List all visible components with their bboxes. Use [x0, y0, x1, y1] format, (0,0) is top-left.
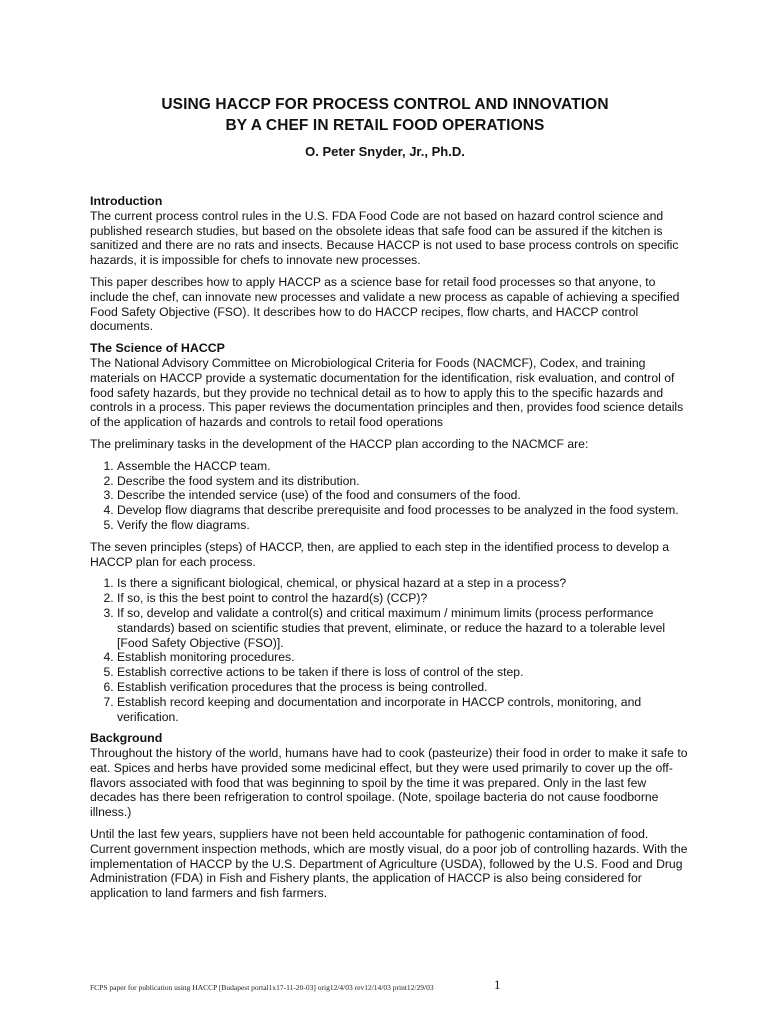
science-heading: The Science of HACCP — [90, 341, 225, 356]
haccp-principles-list — [90, 576, 690, 724]
list-item: 4. Develop flow diagrams that describe prerequisite and food processes to be analyzed in the food system. — [117, 503, 690, 518]
background-paragraph-2: Until the last few years, suppliers have not been held accountable for pathogenic contamination of food. Current government inspection methods, which are mostly visual, do a poor job of controlling hazards. With the implementation of HACCP by the U.S. Department of Agriculture (USDA), followed by the U.S. Food and Drug Administration (FDA) in Fish and Fishery plants, the application of HACCP is also being considered for application to land farmers and fish farmers. — [90, 827, 688, 901]
list-item: 2. If so, is this the best point to control the hazard(s) (CCP)? — [117, 591, 690, 606]
document-title — [90, 94, 680, 136]
list-item: 1. Assemble the HACCP team. — [117, 459, 690, 474]
list-item: 3. If so, develop and validate a control(s) and critical maximum / minimum limits (process performance standards) based on scientific studies that prevent, eliminate, or reduce the hazard to a tolerable level [Food Safety Objective (FSO)]. — [117, 606, 690, 650]
page-number: 1 — [494, 977, 501, 992]
list-item: 2. Describe the food system and its distribution. — [117, 474, 690, 489]
introduction-heading: Introduction — [90, 194, 163, 208]
list-item: 5. Verify the flow diagrams. — [117, 518, 690, 533]
list-item: 6. Establish verification procedures that the process is being controlled. — [117, 680, 690, 695]
introduction-paragraph-2: This paper describes how to apply HACCP as a science base for retail food processes so that anyone, to include the chef, can innovate new processes and validate a new process as capable of achieving a specified Food Safety Objective (FSO). It describes how to do HACCP recipes, flow charts, and HACCP control documents. — [90, 274, 680, 334]
list-item: 5. Establish corrective actions to be taken if there is loss of control of the step. — [117, 665, 690, 680]
preliminary-tasks-list — [90, 459, 690, 533]
background-paragraph-1: Throughout the history of the world, humans have had to cook (pasteurize) their food in order to make it safe to eat. Spices and herbs have provided some medicinal effect, but they were used primarily to cover up the off-flavors associated with food that was beginning to spoil by the time it was prepared. Only in the last few decades has there been refrigeration to control spoilage. (Note, spoilage bacteria do not cause foodborne illness.) — [90, 746, 688, 820]
list-item: 1. Is there a significant biological, chemical, or physical hazard at a step in a process? — [117, 576, 690, 591]
science-paragraph-3: The seven principles (steps) of HACCP, then, are applied to each step in the identified process to develop a HACCP plan for each process. — [90, 539, 670, 569]
science-paragraph-2: The preliminary tasks in the development of the HACCP plan according to the NACMCF are: — [90, 436, 589, 451]
page-footer: FCPS paper for publication using HACCP [Budapest portal1x17-11-20-03] orig12/4/03 rev12/14/03 print12/29/03 — [90, 983, 434, 992]
author-name: O. Peter Snyder, Jr., Ph.D. — [305, 144, 465, 159]
title-line-1: USING HACCP FOR PROCESS CONTROL AND INNOVATION — [161, 96, 609, 113]
list-item: 3. Describe the intended service (use) of the food and consumers of the food. — [117, 488, 690, 503]
background-heading: Background — [90, 731, 163, 746]
science-paragraph-1: The National Advisory Committee on Microbiological Criteria for Foods (NACMCF), Codex, and training materials on HACCP provide a systematic documentation for the identification, risk evaluation, and control of food safety hazards, but they provide no technical detail as to how to apply this to the specific hazards and controls in a process. This paper reviews the documentation principles and then, provides food science details of the application of hazards and controls to retail food operations — [90, 355, 684, 430]
title-line-2: BY A CHEF IN RETAIL FOOD OPERATIONS — [225, 117, 545, 134]
list-item: 7. Establish record keeping and documentation and incorporate in HACCP controls, monitoring, and verification. — [117, 695, 690, 725]
introduction-paragraph-1: The current process control rules in the U.S. FDA Food Code are not based on hazard control science and published research studies, but based on the obsolete ideas that safe food can be assured if the kitchen is sanitized and there are no rats and insects. Because HACCP is not used to base process controls on specific hazards, it is impossible for chefs to innovate new processes. — [90, 208, 679, 268]
document-body — [90, 194, 690, 908]
list-item: 4. Establish monitoring procedures. — [117, 650, 690, 665]
